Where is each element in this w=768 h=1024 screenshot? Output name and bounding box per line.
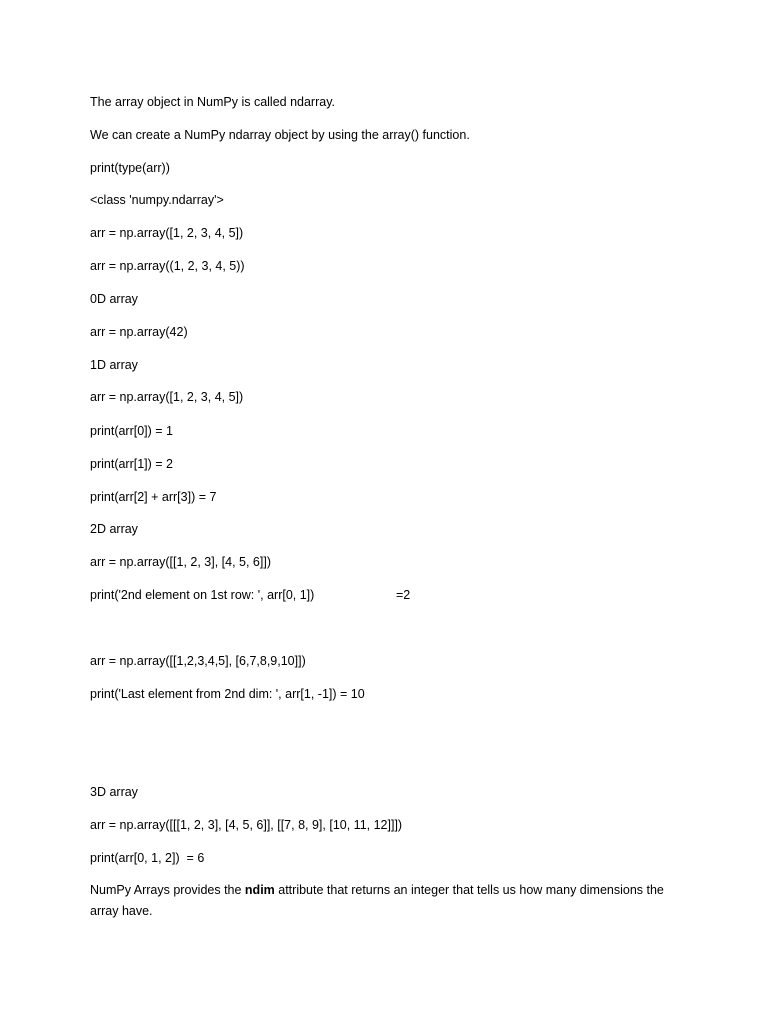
text-line: arr = np.array((1, 2, 3, 4, 5)) xyxy=(90,259,245,273)
paragraph-text: attribute that returns an integer that tells us how many dimensions the array have. xyxy=(90,883,664,918)
text-line: arr = np.array([1, 2, 3, 4, 5]) xyxy=(90,226,244,240)
final-paragraph xyxy=(90,880,680,922)
section-heading-0d: 0D array xyxy=(90,292,138,306)
text-line: arr = np.array(42) xyxy=(90,325,188,339)
paragraph-text: NumPy Arrays provides the xyxy=(90,883,245,897)
text-line: print(type(arr)) xyxy=(90,161,170,175)
section-heading-1d: 1D array xyxy=(90,358,138,372)
text-line: We can create a NumPy ndarray object by using the array() function. xyxy=(90,128,470,142)
text-line: print('Last element from 2nd dim: ', arr[1, -1]) = 10 xyxy=(90,687,365,701)
section-heading-3d: 3D array xyxy=(90,785,138,799)
paragraph-bold-term: ndim xyxy=(244,883,275,897)
text-line: arr = np.array([[1,2,3,4,5], [6,7,8,9,10]]) xyxy=(90,654,306,668)
text-line: print(arr[1]) = 2 xyxy=(90,457,174,471)
text-line: <class 'numpy.ndarray'> xyxy=(90,193,224,207)
section-heading-2d: 2D array xyxy=(90,522,138,536)
text-line: print('2nd element on 1st row: ', arr[0, 1]) xyxy=(90,588,315,602)
text-line: print(arr[0, 1, 2]) = 6 xyxy=(90,851,205,865)
text-line: arr = np.array([[[1, 2, 3], [4, 5, 6]], [[7, 8, 9], [10, 11, 12]]]) xyxy=(90,818,403,832)
text-line: arr = np.array([1, 2, 3, 4, 5]) xyxy=(90,390,244,404)
text-line: print(arr[0]) = 1 xyxy=(90,424,174,438)
text-line: print(arr[2] + arr[3]) = 7 xyxy=(90,490,217,504)
result-value: =2 xyxy=(396,588,411,602)
text-line: arr = np.array([[1, 2, 3], [4, 5, 6]]) xyxy=(90,555,271,569)
text-line: The array object in NumPy is called ndarray. xyxy=(90,95,336,109)
